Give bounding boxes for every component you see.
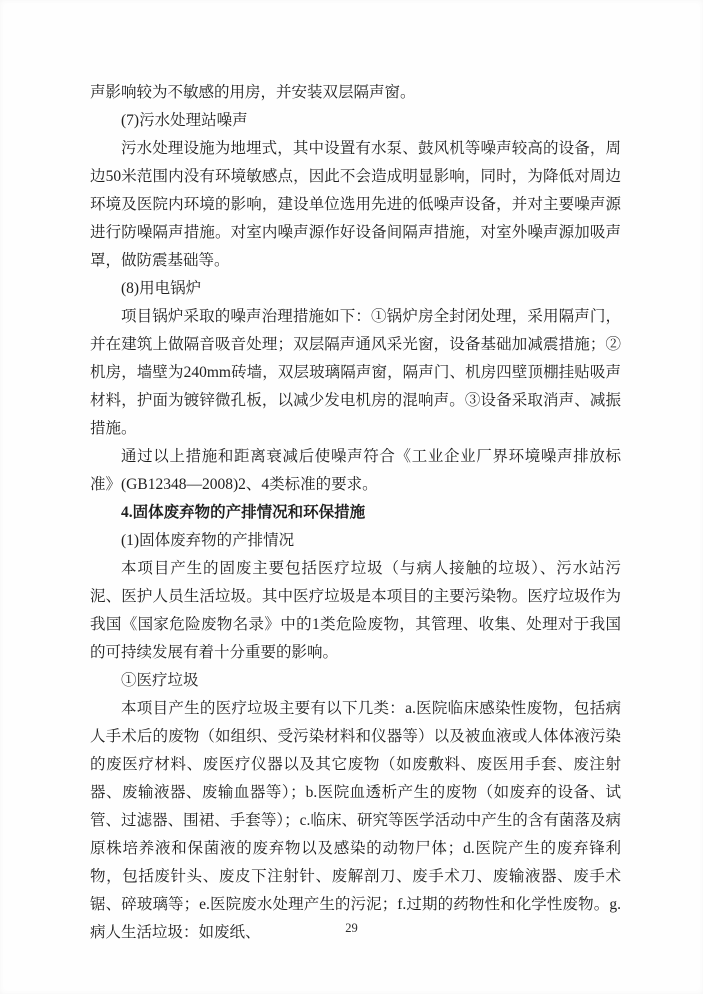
subsection-label-7: (7)污水处理站噪声 (121, 112, 248, 129)
body-paragraph: 通过以上措施和距离衰减后使噪声符合《工业企业厂界环境噪声排放标准》(GB12348—2008)2、4类标准的要求。 (90, 448, 621, 493)
section-heading-4: 4.固体废弃物的产排情况和环保措施 (121, 504, 366, 521)
body-paragraph: 项目锅炉采取的噪声治理措施如下：①锅炉房全封闭处理，采用隔声门，并在建筑上做隔音吸音处理；双层隔声通风采光窗，设备基础加减震措施；②机房，墙壁为240mm砖墙，双层玻璃隔声窗，隔声门、机房四壁顶棚挂贴吸声材料，护面为镀锌微孔板，以减少发电机房的混响声。③设备采取消声、减振措施。 (90, 308, 621, 437)
body-paragraph: 污水处理设施为地埋式，其中设置有水泵、鼓风机等噪声较高的设备，周边50米范围内没有环境敏感点，因此不会造成明显影响，同时，为降低对周边环境及医院内环境的影响，建设单位选用先进的低噪声设备，并对主要噪声源进行防噪隔声措施。对室内噪声源作好设备间隔声措施，对室外噪声源加吸声罩，做防震基础等。 (90, 140, 621, 269)
subsection-label-1: (1)固体废弃物的产排情况 (121, 532, 295, 549)
body-paragraph: 本项目产生的医疗垃圾主要有以下几类：a.医院临床感染性废物，包括病人手术后的废物（如组织、受污染材料和仪器等）以及被血液或人体体液污染的废医疗材料、废医疗仪器以及其它废物（如废敷料、废医用手套、废注射器、废输液器、废输血器等）；b.医院血透析产生的废物（如废弃的设备、试管、过滤器、围裙、手套等）；c.临床、研究等医学活动中产生的含有菌落及病原株培养液和保菌液的废弃物以及感染的动物尸体；d.医院产生的废弃锋利物，包括废针头、废皮下注射针、废解剖刀、废手术刀、废输液器、废手术锯、碎玻璃等；e.医院废水处理产生的污泥；f.过期的药物性和化学性废物。g.病人生活垃圾：如废纸、 (90, 700, 621, 941)
subsection-label-circle-1: ①医疗垃圾 (121, 672, 199, 689)
body-paragraph: 本项目产生的固废主要包括医疗垃圾（与病人接触的垃圾）、污水站污泥、医护人员生活垃圾。其中医疗垃圾是本项目的主要污染物。医疗垃圾作为我国《国家危险废物名录》中的1类危险废物，其管理、收集、处理对于我国的可持续发展有着十分重要的影响。 (90, 560, 621, 661)
document-body (90, 79, 621, 947)
page-number: 29 (345, 921, 358, 935)
subsection-label-8: (8)用电锅炉 (121, 280, 202, 297)
body-paragraph: 声影响较为不敏感的用房，并安装双层隔声窗。 (90, 84, 416, 101)
